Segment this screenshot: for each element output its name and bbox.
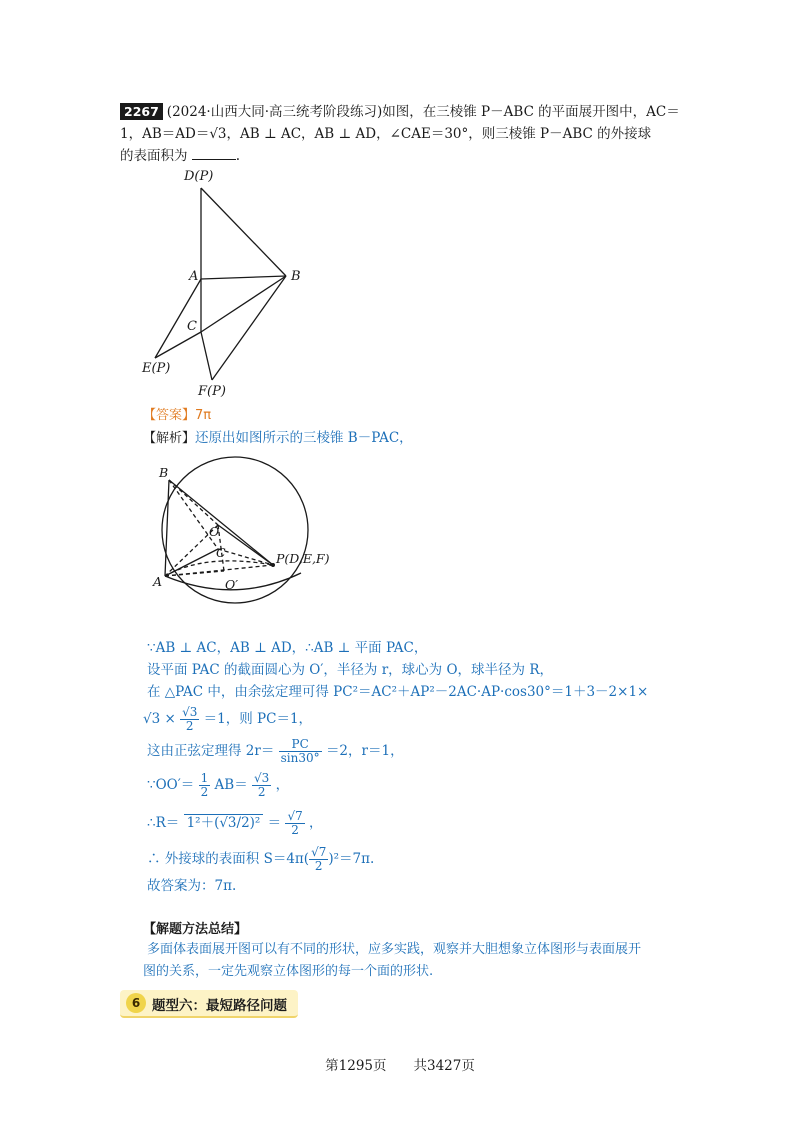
label-A: A — [189, 269, 199, 284]
sphere-figure — [145, 455, 330, 615]
question-line-1 — [120, 102, 680, 122]
s5-suffix: ＝2，r＝1， — [325, 743, 404, 759]
edge-CP — [218, 549, 273, 565]
s4-den: 2 — [185, 719, 194, 733]
label-B: B — [291, 269, 301, 284]
solution-line-4 — [143, 706, 312, 733]
solution-line-3: 在 △PAC 中，由余弦定理可得 PC²＝AC²＋AP²－2AC·AP·cos30°＝1＋3－2×1× — [147, 684, 649, 700]
edge-DB — [201, 188, 286, 276]
question-text-3: 的表面积为 — [120, 148, 188, 164]
label-E: E(P) — [142, 361, 171, 376]
summary-line-1: 多面体表面展开图可以有不同的形状，应多实践，观察并大胆想象立体图形与表面展开 — [147, 942, 642, 957]
edge-CF — [201, 332, 212, 380]
label-D: D(P) — [184, 169, 214, 184]
solution-line-7 — [147, 810, 323, 837]
s6-mid: AB＝ — [214, 777, 248, 793]
point-P — [271, 563, 275, 567]
s8-suffix: )²＝7π. — [328, 851, 375, 867]
s7-num: √7 — [287, 809, 303, 823]
fraction-sqrt7-over-2b — [309, 846, 328, 873]
s5-prefix: 这由正弦定理得 2r＝ — [147, 743, 275, 759]
net-figure — [130, 162, 320, 402]
edge-FB — [212, 276, 286, 380]
s7-suffix: ， — [309, 815, 323, 831]
s7-prefix: ∴R＝ — [147, 815, 180, 831]
summary-line-2: 图的关系，一定先观察立体图形的每一个面的形状. — [143, 964, 434, 979]
page-footer: 第1295页 共3427页 — [325, 1058, 475, 1074]
s8-num: √7 — [311, 845, 327, 859]
s6-num1: 1 — [200, 771, 209, 785]
solution-line-1: ∵AB ⊥ AC，AB ⊥ AD，∴AB ⊥ 平面 PAC， — [147, 640, 428, 656]
analysis-line — [143, 426, 413, 446]
s4-num: √3 — [182, 705, 198, 719]
summary-title: 【解题方法总结】 — [143, 922, 248, 937]
fraction-sqrt3-over-2 — [180, 706, 199, 733]
s6-suffix: ， — [275, 777, 290, 793]
s8-prefix: ∴ 外接球的表面积 S＝4π( — [147, 851, 310, 867]
s6-num2: √3 — [254, 771, 270, 785]
solution-line-2: 设平面 PAC 的截面圆心为 O′，半径为 r，球心为 O，球半径为 R， — [147, 662, 553, 678]
s6-den1: 2 — [200, 785, 209, 799]
label-O-prime: O′ — [225, 577, 239, 592]
label-A2: A — [153, 574, 163, 589]
label-F: F(P) — [198, 384, 226, 399]
s4-prefix: √3 × — [143, 711, 176, 727]
question-number: 2267 — [120, 103, 163, 120]
edge-BO — [169, 480, 218, 525]
question-text-1: (2024·山西大同·高三统考阶段练习)如图，在三棱锥 P－ABC 的平面展开图中，AC＝ — [166, 104, 680, 120]
edge-CB — [201, 276, 286, 332]
section-number-badge: 6 — [126, 993, 146, 1013]
edge-AB — [201, 276, 286, 279]
analysis-label: 【解析】 — [143, 431, 196, 446]
solution-line-9: 故答案为：7π. — [147, 878, 237, 894]
s5-num: PC — [279, 738, 322, 752]
edge-BA — [165, 480, 169, 576]
label-C2: C — [216, 545, 226, 560]
fraction-sqrt7-over-2 — [285, 810, 304, 837]
s4-suffix: ＝1，则 PC＝1， — [203, 711, 313, 727]
analysis-text: 还原出如图所示的三棱锥 B－PAC， — [195, 430, 413, 446]
question-period: . — [235, 148, 241, 164]
solution-line-8 — [147, 846, 374, 873]
s5-den: sin30° — [280, 751, 320, 765]
answer-label: 【答案】 — [143, 408, 196, 423]
s7-eq: ＝ — [267, 815, 282, 831]
radical-expression: 1²＋(√3/2)² — [184, 814, 264, 831]
answer-blank — [192, 147, 236, 160]
label-B2: B — [159, 465, 169, 480]
fraction-sqrt3-over-2b — [252, 772, 271, 799]
s6-prefix: ∵OO′＝ — [147, 777, 195, 793]
solution-line-5 — [147, 738, 404, 765]
question-line-2: 1，AB＝AD＝√3，AB ⊥ AC，AB ⊥ AD，∠CAE＝30°，则三棱锥 P－ABC 的外接球 — [120, 126, 652, 142]
fraction-half — [199, 772, 211, 799]
s6-den2: 2 — [257, 785, 266, 799]
answer-line — [143, 404, 211, 423]
edge-OP — [218, 525, 273, 565]
section-banner — [120, 990, 298, 1018]
answer-value: 7π — [195, 408, 212, 423]
s7-den: 2 — [291, 823, 299, 837]
fraction-pc-over-sin30 — [279, 738, 322, 765]
label-C: C — [187, 319, 197, 334]
label-O: O — [209, 524, 220, 539]
label-P: P(D,E,F) — [276, 551, 330, 566]
section-title: 题型六：最短路径问题 — [152, 998, 287, 1014]
s8-den: 2 — [314, 859, 323, 873]
solution-line-6 — [147, 772, 289, 799]
